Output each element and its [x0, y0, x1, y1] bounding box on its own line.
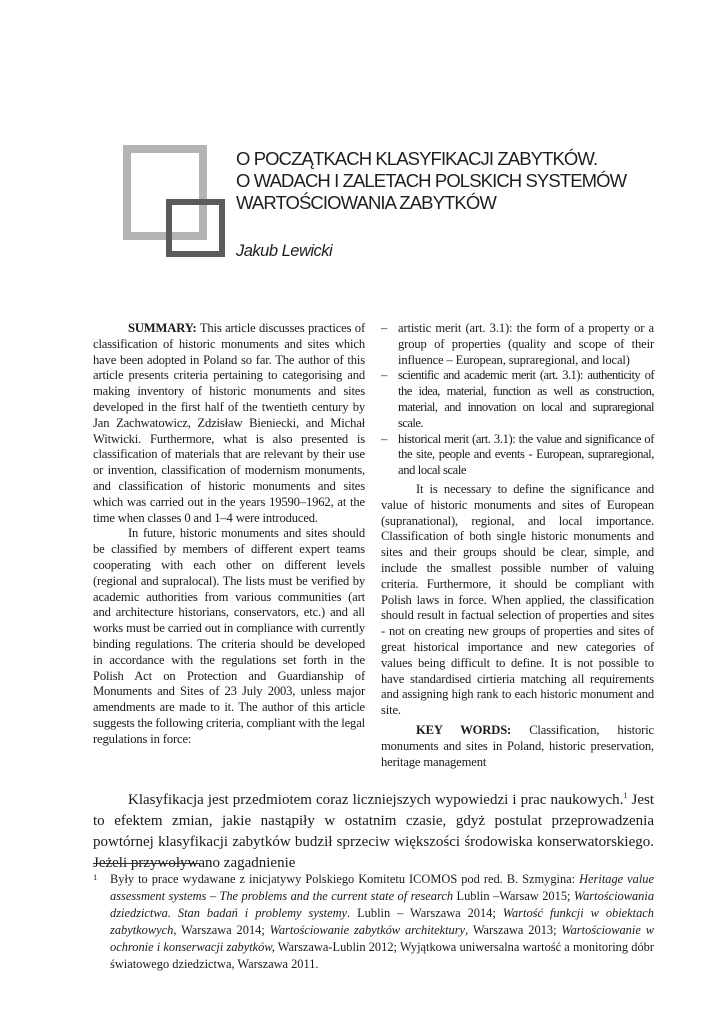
footnote-segment: , Warszawa 2013;: [465, 923, 562, 937]
title-line-1: O POCZĄTKACH KLASYFIKACJI ZABYTKÓW.: [236, 148, 598, 169]
footnote-title: Wartościowania dziedzictwa. Stan badań i problemy systemy: [110, 889, 655, 920]
criteria-item: [381, 432, 654, 479]
criteria-item: [381, 368, 654, 431]
footnote-segment: Lublin –Warsaw 2015;: [453, 889, 574, 903]
criteria-text: scientific and academic merit (art. 3.1): authenticity of the idea, material, function as well as construction, material, and innovation on local and supraregional scale.: [398, 368, 654, 430]
article-title: [236, 148, 676, 214]
author-name: Jakub Lewicki: [236, 242, 333, 260]
footnote-segment: Były to prace wydawane z inicjatywy Polskiego Komitetu ICOMOS pod red. B. Szmygina:: [110, 872, 580, 886]
footnote-text: [110, 871, 654, 973]
summary-column-left: [93, 321, 365, 748]
keywords-label: KEY WORDS:: [416, 722, 512, 737]
footnote-title: Wartościowanie zabytków architektury: [269, 923, 466, 937]
footnote-number: 1: [93, 872, 98, 882]
keywords-text: Classification, historic monuments and sites in Poland, historic preservation, heritage management: [381, 722, 654, 769]
list-dash: –: [381, 321, 388, 335]
footnote-segment: , Warszawa 2014;: [173, 923, 270, 937]
summary-column-right: [381, 321, 654, 770]
keywords-paragraph: [381, 723, 654, 770]
footnote-title: Wartość funkcji w obiektach zabytkowych: [110, 906, 654, 937]
footnote-reference[interactable]: 1: [623, 791, 628, 800]
footnote: [93, 871, 654, 973]
list-dash: –: [381, 368, 387, 383]
logo-square-dark: [166, 199, 225, 257]
summary-paragraph-2: In future, historic monuments and sites should be classified by members of different expert teams cooperating with each other on different levels (regional and supralocal). The lists must be verified by academic authorities from various communities (art and architecture historians, conservators, etc.) and all works must be carried out in compliance with currently binding regulations. The criteria should be developed in accordance with the regulations set forth in the Polish Act on Protection and Guardianship of Monuments and Sites of 23 July 2003, unless major amendments are made to it. The author of this article suggests the following criteria, compliant with the legal regulations in force:: [93, 526, 365, 746]
summary-label: SUMMARY:: [128, 321, 197, 335]
summary-text-1: This article discusses practices of classification of historic monuments and sites which have been adopted in Poland so far. The author of this article presents criteria pertaining to categorising and making inventory of historic monuments and sites developed in the first half of the twentieth century by Jan Zachwatowicz, Zdzisław Bieniecki, and Michał Witwicki. Furthermore, what is also presented is classification of materials that are relevant by their use or invention, classification of modernism monuments, and classification of historic monuments and sites which was carried out in the years 19590–1962, at the time when classes 0 and 1–4 were introduced.: [93, 321, 365, 525]
footnote-title: Heritage value assessment systems – The problems and the current state of research: [110, 872, 654, 903]
criteria-item: [381, 321, 654, 368]
criteria-text: historical merit (art. 3.1): the value and significance of the site, people and events - European, supraregional, and local scale: [398, 431, 654, 478]
summary-paragraph-3: It is necessary to define the significance and value of historic monuments and sites of European (supranational), regional, and local importance. Classification of both single historic monuments and sites and their groups should be clear, simple, and include the smallest possible number of valuing criteria. Furthermore, it should be compliant with Polish laws in force. When applied, the classification should result in factual selection of properties and sites - not on creating new groups of properties and sites of great historical importance and new categories of values being difficult to define. It is not possible to have standardised cirtieria matching all requirements and assigning high rank to each historic monument and site.: [381, 481, 654, 718]
criteria-text: artistic merit (art. 3.1): the form of a property or a group of properties (quality and scope of their influence – European, supraregional, and local): [398, 321, 654, 367]
criteria-list: [381, 321, 654, 479]
list-dash: –: [381, 431, 387, 446]
body-text-part: Klasyfikacja jest przedmiotem coraz liczniejszych wypowiedzi i prac naukowych.: [128, 792, 624, 808]
title-line-2: O WADACH I ZALETACH POLSKICH SYSTEMÓW: [236, 170, 627, 191]
footnote-divider: [93, 863, 200, 864]
summary-paragraph-1: [93, 321, 365, 526]
footnote-title: Wartościowanie w ochronie i konserwacji zabytków,: [110, 923, 654, 954]
footnote-segment: . Lublin – Warszawa 2014;: [347, 906, 503, 920]
footnote-segment: Warszawa-Lublin 2012; Wyjątkowa uniwersalna wartość a monitoring dóbr światowego dziedzictwa, Warszawa 2011.: [110, 940, 654, 971]
body-text: [93, 790, 654, 874]
body-text-part: Jest to efektem zmian, jakie nastąpiły w ostatnim czasie, gdyż postulat przeprowadzenia powtórnej klasyfikacji zabytków budził sprzeciw większości środowiska konserwatorskiego. Jeżeli przywoływano zagadnienie: [93, 792, 654, 871]
body-paragraph-1: [93, 790, 654, 874]
title-line-3: WARTOŚCIOWANIA ZABYTKÓW: [236, 192, 496, 213]
